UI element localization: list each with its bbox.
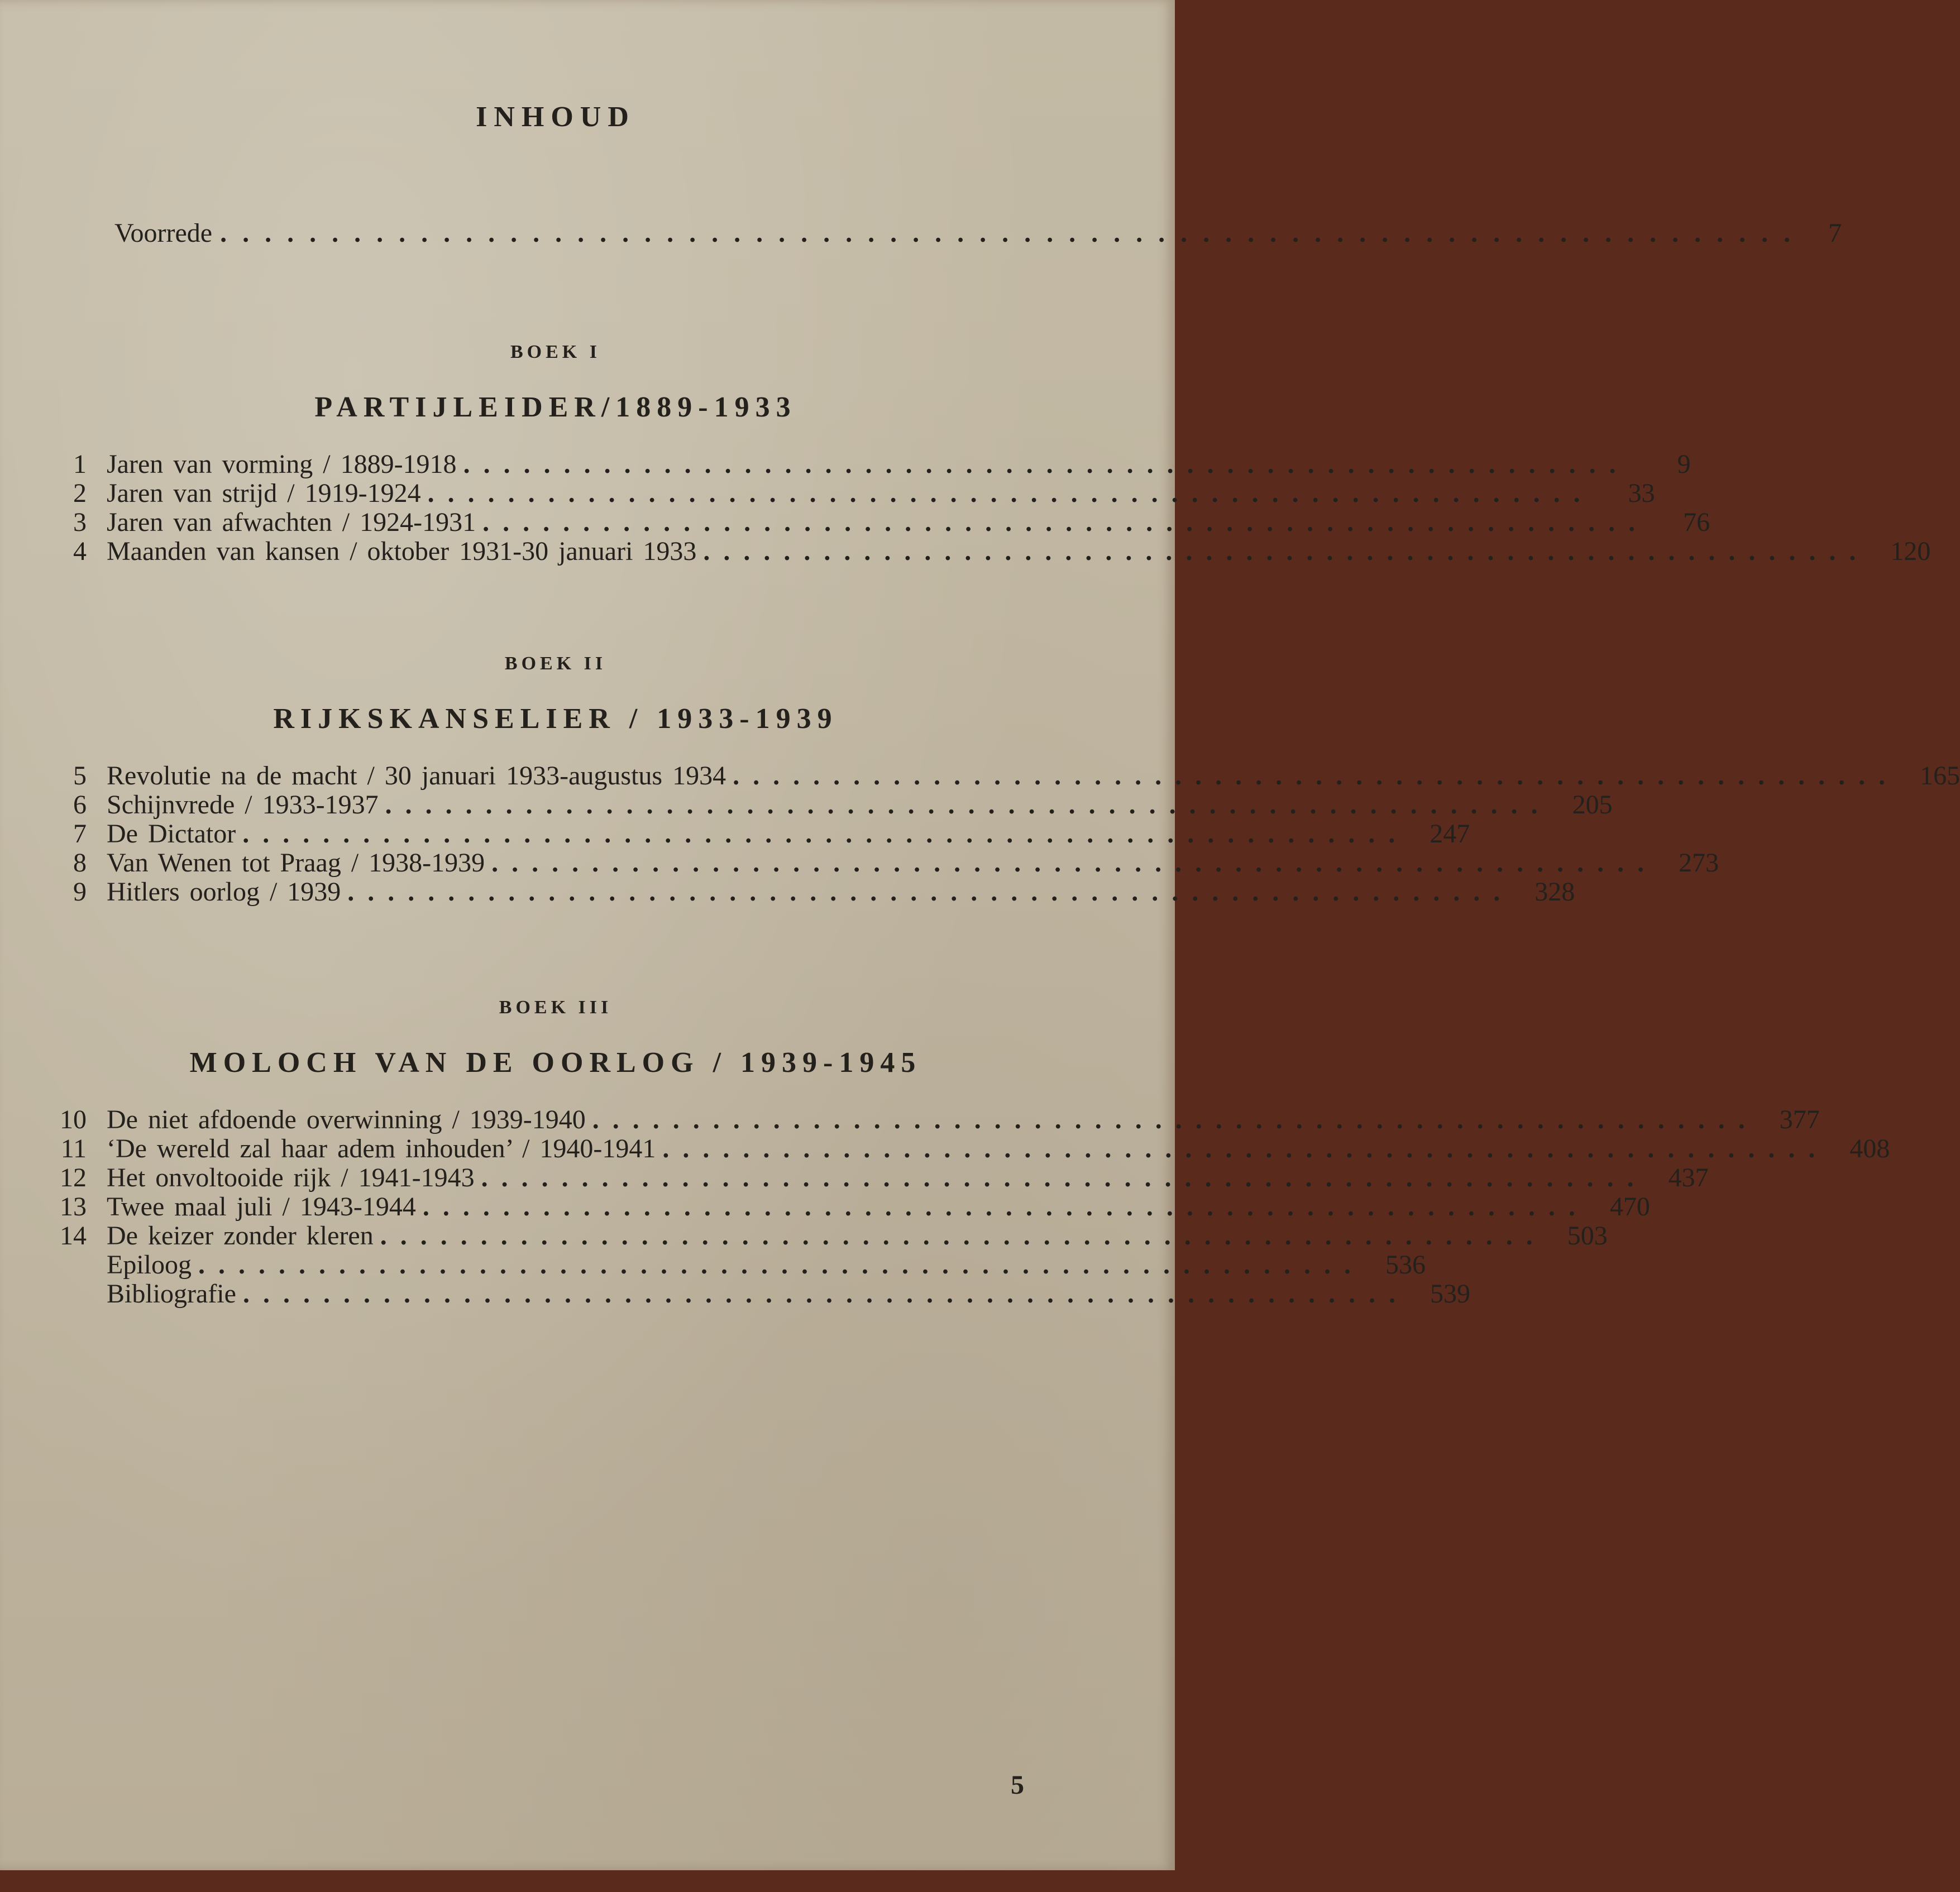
chapter-number: 8: [73, 848, 87, 878]
chapter-title: Jaren van afwachten / 1924-1931: [107, 507, 476, 537]
chapter-page-number: 9: [1677, 449, 1691, 479]
chapter-title: Schijnvrede / 1933-1937: [107, 790, 379, 820]
chapter-number: 2: [73, 478, 87, 508]
chapter-page-number: 205: [1572, 790, 1613, 820]
book-3-chapter-list: [53, 1105, 1890, 1309]
book-2-title: RIJKSKANSELIER / 1933-1939: [273, 703, 838, 735]
chapter-title: Jaren van vorming / 1889-1918: [107, 449, 457, 479]
dot-leader: ..........................................................: [482, 507, 1649, 537]
chapter-entry: [53, 848, 1719, 878]
dot-leader: ..........................................................: [481, 1163, 1647, 1192]
chapter-entry: [53, 1221, 1608, 1251]
chapter-page-number: 470: [1609, 1192, 1650, 1222]
chapter-page-number: 273: [1679, 848, 1719, 878]
chapter-title: ‘De wereld zal haar adem inhouden’ / 1940-1941: [107, 1134, 656, 1163]
chapter-entry: [53, 1192, 1650, 1222]
book-2-chapter-list: [53, 761, 1960, 907]
chapter-title: De niet afdoende overwinning / 1939-1940: [107, 1105, 586, 1134]
chapter-title: Jaren van strijd / 1919-1924: [107, 478, 421, 508]
page-title: INHOUD: [476, 101, 635, 133]
page-folio-number: 5: [1011, 1770, 1024, 1800]
chapter-number: 10: [60, 1105, 87, 1134]
chapter-page-number: 539: [1430, 1279, 1470, 1309]
chapter-number: 9: [73, 877, 87, 907]
chapter-entry: [53, 819, 1470, 849]
dot-leader: ..........................................................: [592, 1105, 1758, 1134]
dot-leader: ..........................................................: [380, 1221, 1546, 1251]
dot-leader: ..........................................................: [427, 478, 1594, 508]
book-3-label: BOEK III: [499, 997, 613, 1018]
chapter-entry: [53, 507, 1710, 537]
dot-leader: ..........................................................: [491, 848, 1658, 878]
chapter-entry: [53, 478, 1655, 508]
voorrede-entry: [114, 218, 1842, 248]
dot-leader: ..........................................................: [242, 1279, 1409, 1309]
chapter-page-number: 377: [1779, 1105, 1820, 1134]
chapter-entry: [53, 1250, 1426, 1280]
chapter-entry: [53, 537, 1931, 566]
chapter-title: Revolutie na de macht / 30 januari 1933-augustus 1934: [107, 761, 726, 791]
dot-leader: ..........................................................: [198, 1250, 1364, 1280]
chapter-number: 5: [73, 761, 87, 791]
dot-leader: .......................................................................: [220, 218, 1806, 248]
chapter-page-number: 328: [1534, 877, 1575, 907]
dot-leader: ..........................................................: [703, 537, 1870, 566]
chapter-entry: [53, 761, 1960, 791]
dot-leader: ..........................................................: [242, 819, 1409, 849]
chapter-page-number: 536: [1385, 1250, 1426, 1280]
chapter-title: De keizer zonder kleren: [107, 1221, 374, 1251]
chapter-title: Hitlers oorlog / 1939: [107, 877, 341, 907]
book-2-label: BOEK II: [504, 653, 607, 674]
chapter-entry: [53, 1279, 1470, 1309]
chapter-page-number: 408: [1849, 1134, 1890, 1163]
dot-leader: ..........................................................: [385, 790, 1551, 820]
dot-leader: ..........................................................: [733, 761, 1899, 791]
chapter-title: Van Wenen tot Praag / 1938-1939: [107, 848, 485, 878]
book-1-title: PARTIJLEIDER/1889-1933: [314, 391, 797, 423]
chapter-page-number: 503: [1567, 1221, 1608, 1251]
chapter-entry: [53, 1134, 1890, 1163]
dot-leader: ..........................................................: [422, 1192, 1589, 1222]
chapter-title: Epiloog: [107, 1250, 192, 1280]
dot-leader: ..........................................................: [347, 877, 1514, 907]
chapter-number: 12: [60, 1163, 87, 1192]
chapter-entry: [53, 1105, 1820, 1134]
chapter-entry: [53, 790, 1613, 820]
chapter-title: De Dictator: [107, 819, 236, 849]
chapter-number: 11: [60, 1134, 87, 1163]
chapter-entry: [53, 449, 1691, 479]
book-1-chapter-list: [53, 449, 1931, 566]
chapter-number: 6: [73, 790, 87, 820]
chapter-number: 13: [60, 1192, 87, 1222]
dot-leader: ..........................................................: [662, 1134, 1829, 1163]
chapter-title: Twee maal juli / 1943-1944: [107, 1192, 416, 1222]
voorrede-label: Voorrede: [114, 218, 213, 248]
chapter-title: Maanden van kansen / oktober 1931-30 januari 1933: [107, 537, 697, 566]
dot-leader: ..........................................................: [463, 449, 1629, 479]
chapter-number: 1: [73, 449, 87, 479]
chapter-entry: [53, 1163, 1709, 1192]
chapter-page-number: 165: [1920, 761, 1960, 791]
chapter-page-number: 437: [1668, 1163, 1709, 1192]
chapter-number: 14: [60, 1221, 87, 1251]
chapter-number: 4: [73, 537, 87, 566]
chapter-page-number: 247: [1430, 819, 1470, 849]
chapter-page-number: 76: [1683, 507, 1710, 537]
chapter-entry: [53, 877, 1575, 907]
chapter-page-number: 33: [1628, 478, 1655, 508]
book-1-label: BOEK I: [510, 342, 601, 362]
chapter-number: 7: [73, 819, 87, 849]
voorrede-page-number: 7: [1828, 218, 1842, 248]
chapter-page-number: 120: [1890, 537, 1931, 566]
chapter-title: Het onvoltooide rijk / 1941-1943: [107, 1163, 475, 1192]
chapter-number: 3: [73, 507, 87, 537]
book-3-title: MOLOCH VAN DE OORLOG / 1939-1945: [189, 1047, 922, 1079]
chapter-title: Bibliografie: [107, 1279, 236, 1309]
